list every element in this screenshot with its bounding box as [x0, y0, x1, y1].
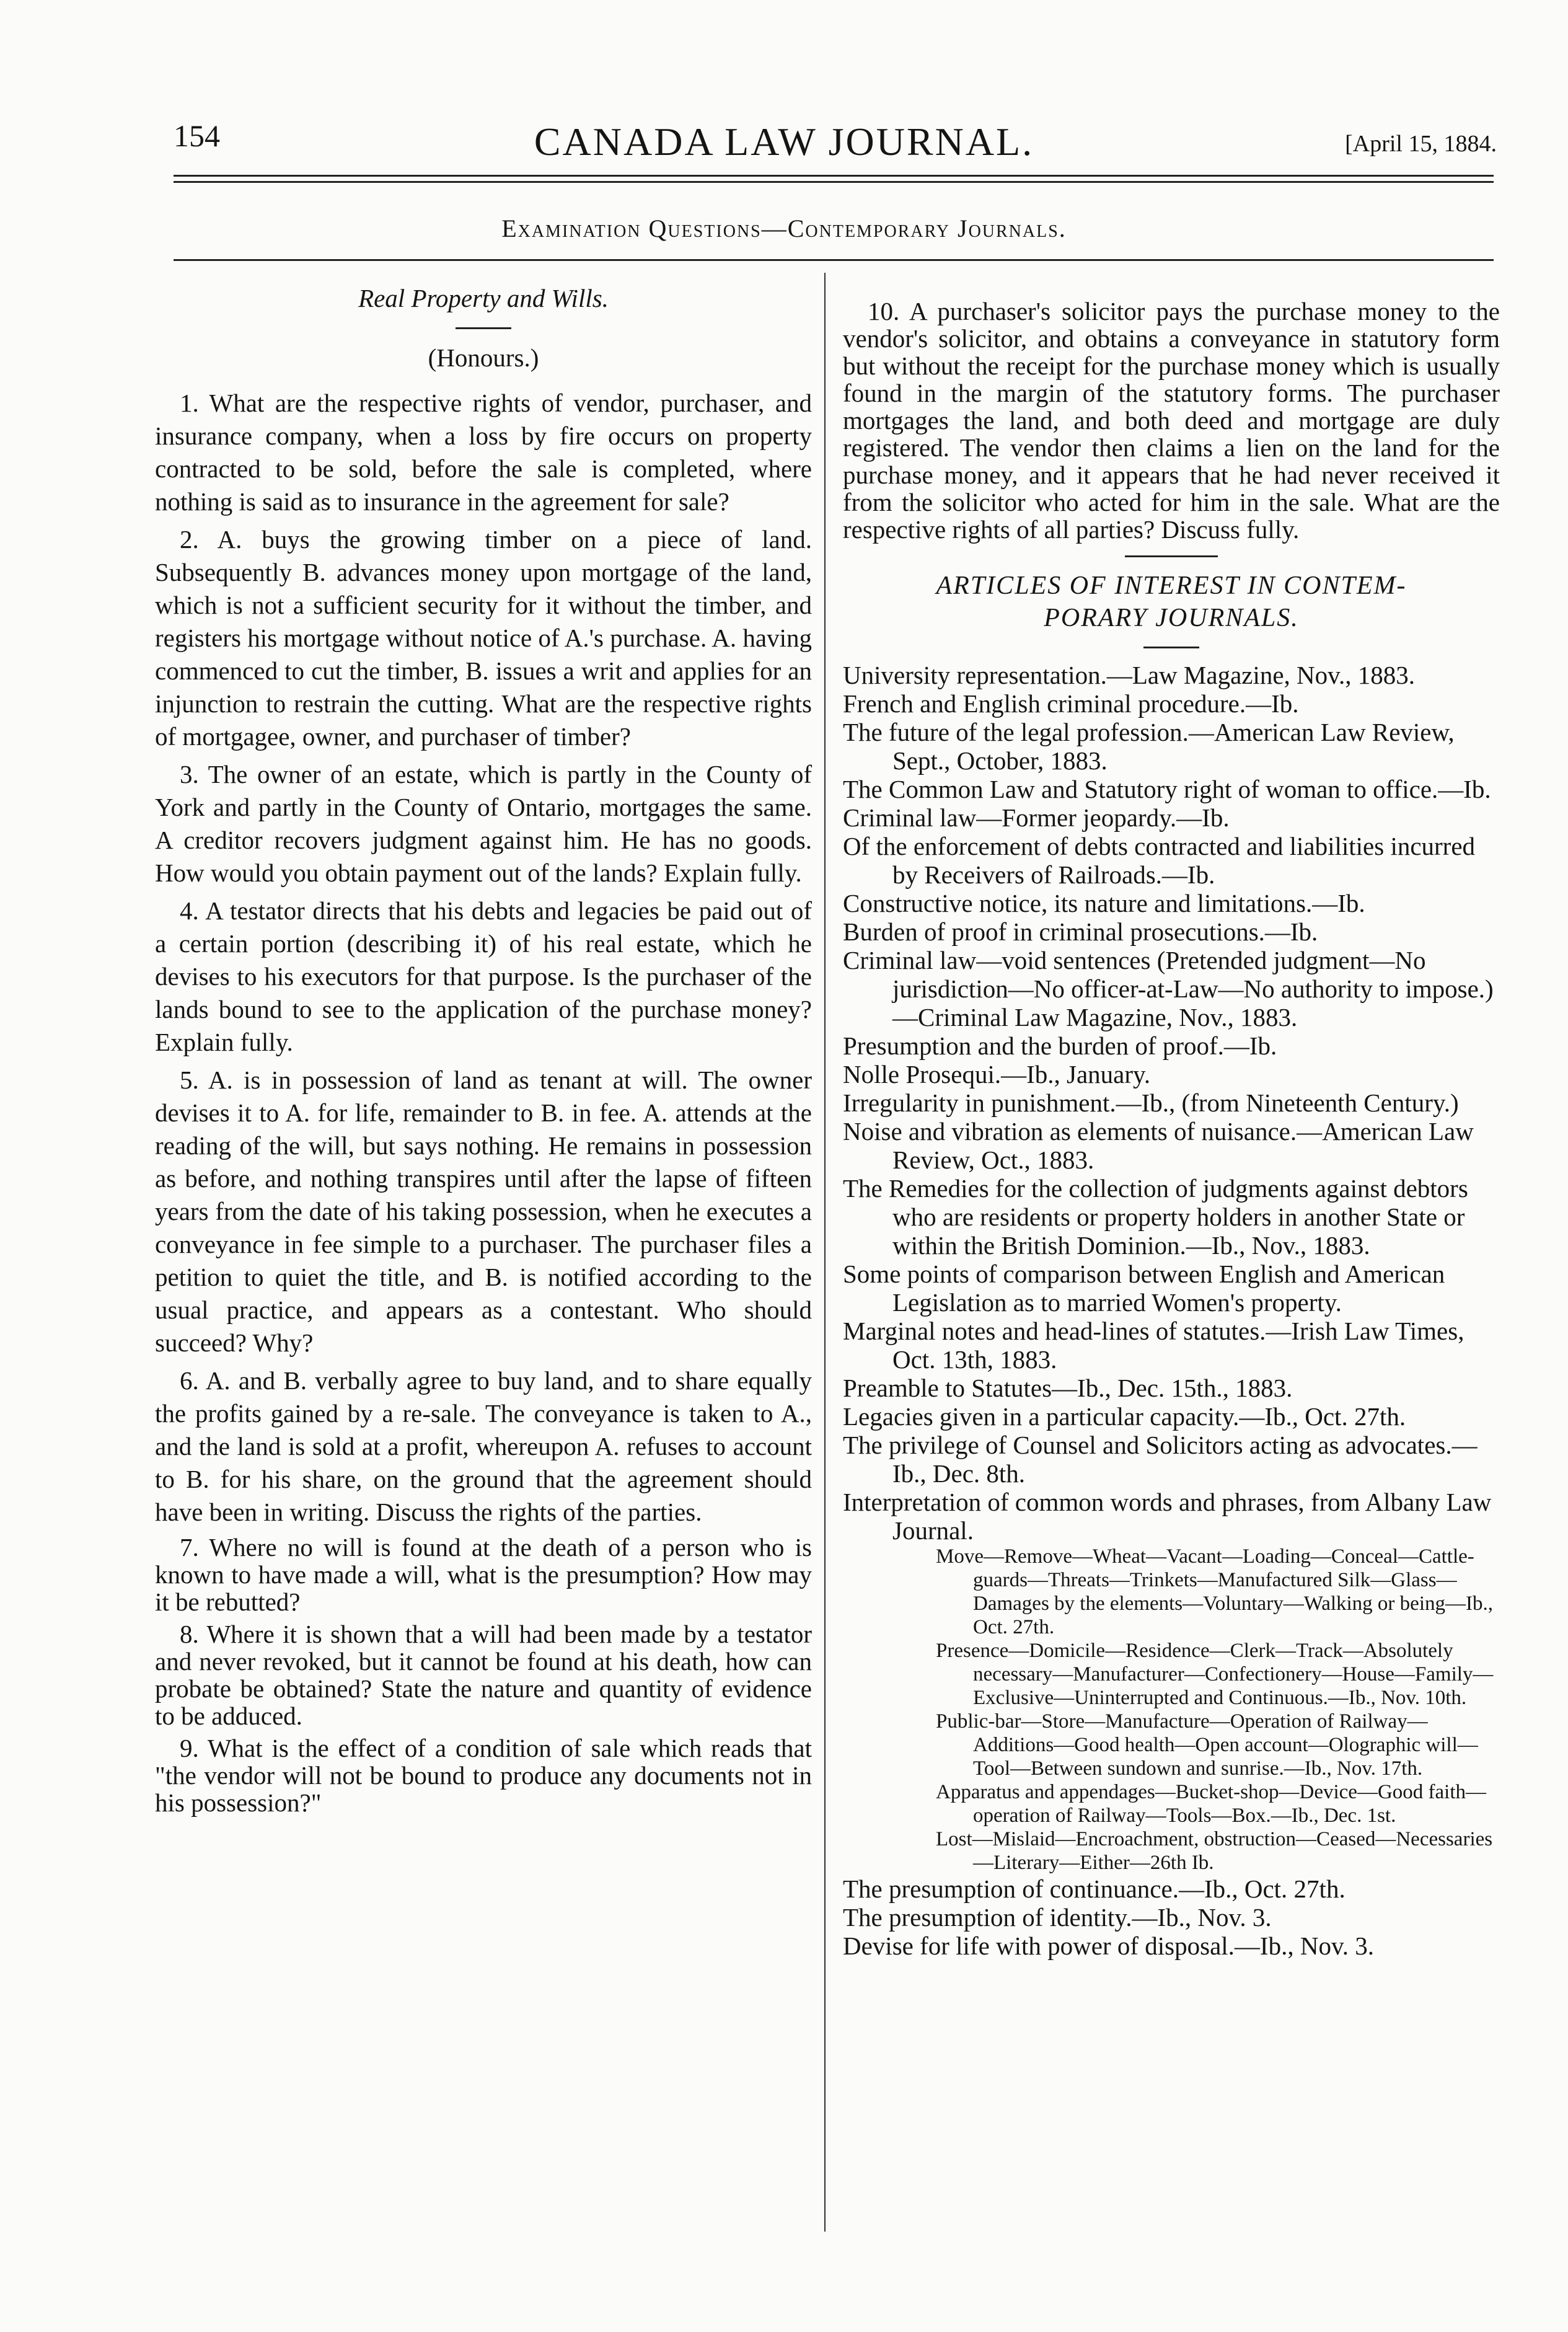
article-subitem: Apparatus and appendages—Bucket-shop—Device—Good faith—operation of Railway—Tools—Box.—Ib., Dec. 1st.	[936, 1781, 1487, 1827]
article-item-11: Nolle Prosequi.—Ib., January.	[843, 1060, 1151, 1089]
section-rule	[174, 259, 1494, 261]
question-7: 7. Where no will is found at the death of a person who is known to have made a will, what is the presumption? How may it be rebutted?	[155, 1533, 812, 1616]
page-number: 154	[174, 118, 220, 153]
article-item-15: Some points of comparison between English and American Legislation as to married Women's property.	[843, 1260, 1445, 1317]
question-2: 2. A. buys the growing timber on a piece of land. Subsequently B. advances money upon mortgage of the land, which is not a sufficient security for it without the timber, and registers his mortgage without notice of A.'s purchase. A. having commenced to cut the timber, B. issues a writ and applies for an injunction to restrain the cutting. What are the respective rights of mortgagee, owner, and purchaser of timber?	[155, 525, 812, 751]
question-10: 10. A purchaser's solicitor pays the purchase money to the vendor's solicitor, and obtains a conveyance in statutory form but without the receipt for the purchase money which is usually found in the margin of the statutory forms. The purchaser mortgages the land, and both deed and mortgage are duly registered. The vendor then claims a lien on the land for the purchase money, and it appears that he had never received it from the solicitor who acted for him in the sale. What are the respective rights of all parties? Discuss fully.	[843, 297, 1500, 544]
articles-heading-line1: ARTICLES OF INTEREST IN CONTEM-	[936, 572, 1407, 600]
issue-date: [April 15, 1884.	[1345, 131, 1497, 157]
right-column	[843, 298, 1500, 1960]
article-item-5: Criminal law—Former jeopardy.—Ib.	[843, 803, 1230, 832]
final-item-1: The presumption of continuance.—Ib., Oct. 27th.	[843, 1875, 1346, 1903]
header-rule-top	[174, 175, 1494, 177]
article-item-18: Legacies given in a particular capacity.—Ib., Oct. 27th.	[843, 1402, 1406, 1431]
title-rule	[456, 327, 511, 329]
exam-title: Real Property and Wills.	[358, 284, 609, 312]
article-item-4: The Common Law and Statutory right of woman to office.—Ib.	[843, 775, 1491, 803]
article-item-13: Noise and vibration as elements of nuisance.—American Law Review, Oct., 1883.	[843, 1117, 1474, 1174]
header-rule-bottom	[174, 181, 1494, 183]
question-1: 1. What are the respective rights of vendor, purchaser, and insurance company, when a loss by fire occurs on property contracted to be sold, before the sale is completed, where nothing is said as to insurance in the agreement for sale?	[155, 389, 812, 516]
articles-heading-line2: PORARY JOURNALS.	[1044, 604, 1299, 632]
journal-title: CANADA LAW JOURNAL.	[534, 120, 1034, 164]
article-item-17: Preamble to Statutes—Ib., Dec. 15th., 1883.	[843, 1374, 1293, 1402]
article-item-9: Criminal law—void sentences (Pretended judgment—No jurisdiction—No officer-at-Law—No authority to impose.)—Criminal Law Magazine, Nov., 1883.	[843, 946, 1494, 1031]
section-heading: Examination Questions—Contemporary Journals.	[501, 214, 1067, 242]
articles-rule-bottom	[1143, 647, 1199, 648]
question-8: 8. Where it is shown that a will had been made by a testator and never revoked, but it cannot be found at his death, how can probate be obtained? State the nature and quantity of evidence to be adduced.	[155, 1620, 812, 1730]
article-item-8: Burden of proof in criminal prosecutions.—Ib.	[843, 917, 1318, 946]
subitems-block	[843, 1545, 1500, 1875]
article-item-20: Interpretation of common words and phrases, from Albany Law Journal.	[843, 1488, 1492, 1545]
article-item-16: Marginal notes and head-lines of statutes.—Irish Law Times, Oct. 13th, 1883.	[843, 1317, 1464, 1374]
article-subitem: Presence—Domicile—Residence—Clerk—Track—Absolutely necessary—Manufacturer—Confectionery—House—Family—Exclusive—Uninterrupted and Continuous.—Ib., Nov. 10th.	[936, 1640, 1494, 1709]
article-item-6: Of the enforcement of debts contracted and liabilities incurred by Receivers of Railroads.—Ib.	[843, 832, 1476, 889]
article-item-2: French and English criminal procedure.—Ib.	[843, 689, 1299, 718]
article-item-19: The privilege of Counsel and Solicitors acting as advocates.—Ib., Dec. 8th.	[843, 1431, 1478, 1488]
articles-rule-top	[1125, 555, 1218, 557]
question-4: 4. A testator directs that his debts and legacies be paid out of a certain portion (describing it) of his real estate, which he devises to his executors for that purpose. Is the purchaser of the lands bound to see to the application of the purchase money? Explain fully.	[155, 896, 812, 1056]
question-6: 6. A. and B. verbally agree to buy land, and to share equally the profits gained by a re-sale. The conveyance is taken to A., and the land is sold at a profit, whereupon A. refuses to account to B. for his share, on the ground that the agreement should have been in writing. Discuss the rights of the parties.	[155, 1366, 812, 1526]
question-3: 3. The owner of an estate, which is partly in the County of York and partly in the County of Ontario, mortgages the same. A creditor recovers judgment against him. He has no goods. How would you obtain payment out of the lands? Explain fully.	[155, 760, 812, 887]
final-item-2: The presumption of identity.—Ib., Nov. 3.	[843, 1903, 1272, 1932]
question-9: 9. What is the effect of a condition of sale which reads that "the vendor will not be bound to produce any documents not in his possession?"	[155, 1734, 812, 1817]
article-item-3: The future of the legal profession.—American Law Review, Sept., October, 1883.	[843, 718, 1455, 775]
question-5: 5. A. is in possession of land as tenant at will. The owner devises it to A. for life, remainder to B. in fee. A. attends at the reading of the will, but says nothing. He remains in possession as before, and nothing transpires until after the lapse of fifteen years from the date of his taking possession, when he executes a conveyance in fee simple to a purchaser. The purchaser files a petition to quiet the title, and B. is notified according to the usual practice, and appears as a contestant. Who should succeed? Why?	[155, 1066, 812, 1357]
article-subitem: Public-bar—Store—Manufacture—Operation of Railway—Additions—Good health—Open account—Olographic will—Tool—Between sundown and sunrise.—Ib., Nov. 17th.	[936, 1710, 1478, 1780]
article-item-14: The Remedies for the collection of judgments against debtors who are residents or property holders in another State or within the British Dominion.—Ib., Nov., 1883.	[843, 1174, 1468, 1260]
column-divider	[824, 273, 826, 2232]
exam-subtitle: (Honours.)	[428, 343, 539, 372]
article-item-12: Irregularity in punishment.—Ib., (from Nineteenth Century.)	[843, 1089, 1459, 1117]
article-subitem: Lost—Mislaid—Encroachment, obstruction—Ceased—Necessaries—Literary—Either—26th Ib.	[936, 1828, 1493, 1874]
article-item-1: University representation.—Law Magazine, Nov., 1883.	[843, 661, 1416, 689]
article-item-7: Constructive notice, its nature and limitations.—Ib.	[843, 889, 1365, 917]
left-column	[155, 282, 812, 1821]
article-subitem: Move—Remove—Wheat—Vacant—Loading—Conceal—Cattle-guards—Threats—Trinkets—Manufactured Silk—Glass—Damages by the elements—Voluntary—Walking or being—Ib., Oct. 27th.	[936, 1545, 1493, 1638]
article-item-10: Presumption and the burden of proof.—Ib.	[843, 1031, 1277, 1060]
final-item-3: Devise for life with power of disposal.—Ib., Nov. 3.	[843, 1932, 1375, 1960]
